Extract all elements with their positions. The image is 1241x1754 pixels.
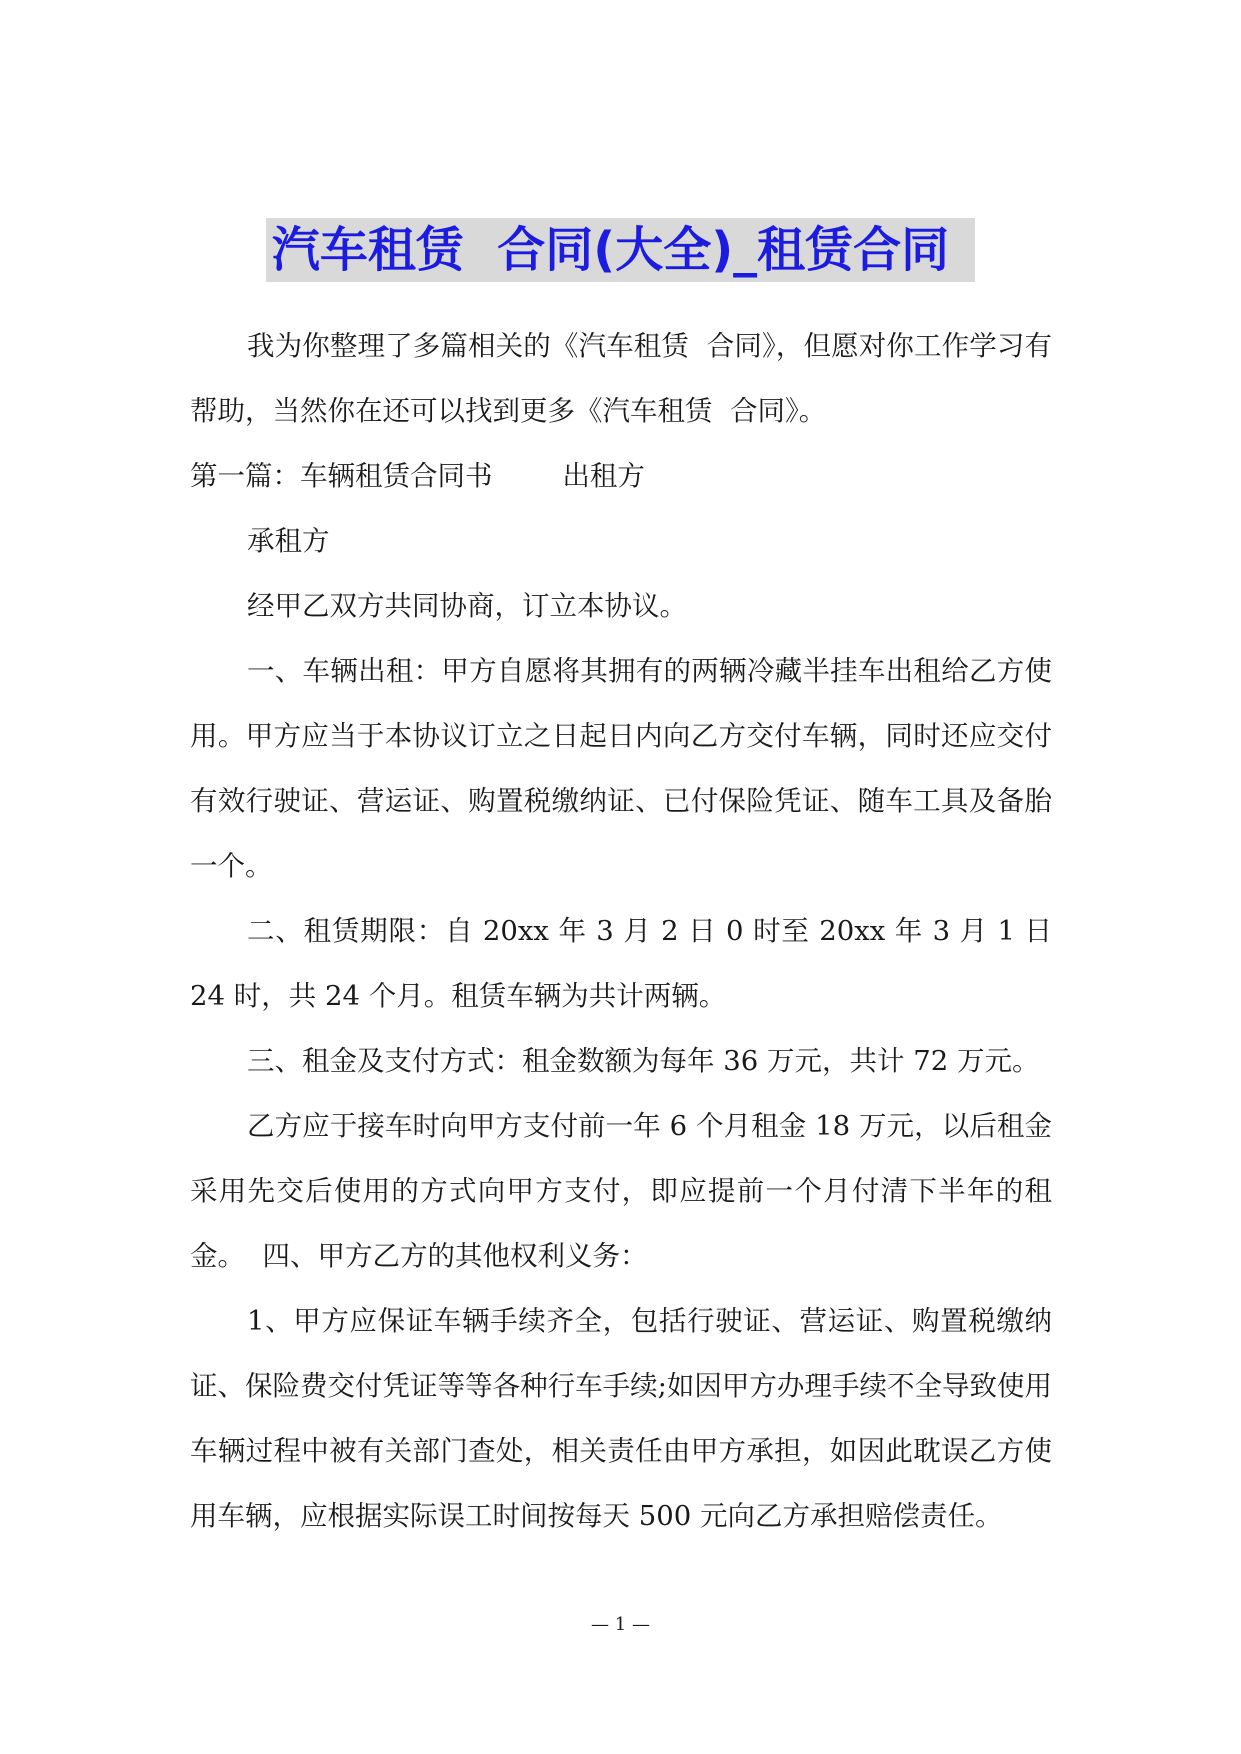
body-paragraph: 1、甲方应保证车辆手续齐全，包括行驶证、营运证、购置税缴纳证、保险费交付凭证等等各种行车手续;如因甲方办理手续不全导致使用车辆过程中被有关部门查处，相关责任由甲方承担，如因此耽误乙方使用车辆，应根据实际误工时间按每天 500 元向乙方承担赔偿责任。 (190, 1305, 1052, 1532)
body-paragraph: 经甲乙双方共同协商，订立本协议。 (247, 590, 687, 622)
title-wrap (0, 218, 1241, 282)
body-paragraph: 二、租赁期限：自 20xx 年 3 月 2 日 0 时至 20xx 年 3 月 1 日 24 时，共 24 个月。租赁车辆为共计两辆。 (190, 915, 1061, 1012)
document-title: 汽车租赁 合同(大全)_租赁合同 (266, 218, 975, 282)
document-body (190, 314, 1061, 1549)
body-paragraph: 三、租金及支付方式：租金数额为每年 36 万元，共计 72 万元。 (247, 1045, 1040, 1077)
body-paragraph: 一、车辆出租：甲方自愿将其拥有的两辆冷藏半挂车出租给乙方使用。甲方应当于本协议订立之日起日内向乙方交付车辆，同时还应交付有效行驶证、营运证、购置税缴纳证、已付保险凭证、随车工具及备胎一个。 (190, 655, 1052, 882)
body-paragraph: 我为你整理了多篇相关的《汽车租赁 合同》，但愿对你工作学习有帮助，当然你在还可以找到更多《汽车租赁 合同》。 (190, 330, 1052, 427)
body-paragraph: 承租方 (247, 525, 330, 557)
body-paragraph: 第一篇：车辆租赁合同书 出租方 (190, 460, 645, 492)
page-number: — 1 — (591, 1614, 650, 1635)
body-paragraph: 乙方应于接车时向甲方支付前一年 6 个月租金 18 万元，以后租金采用先交后使用的方式向甲方支付，即应提前一个月付清下半年的租金。 四、甲方乙方的其他权利义务： (190, 1110, 1052, 1272)
